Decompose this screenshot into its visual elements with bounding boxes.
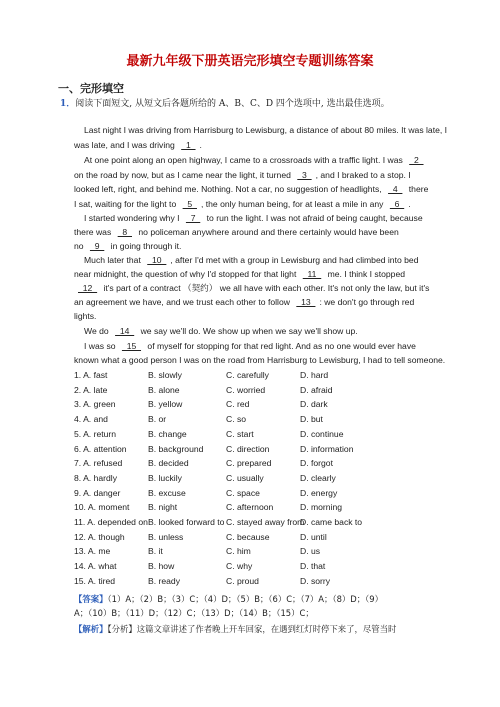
option-choice: B. change <box>148 428 187 439</box>
option-choice: D. afraid <box>300 384 333 395</box>
option-choice: 13. A. me <box>74 546 111 557</box>
passage-text: lights. <box>74 311 97 321</box>
passage-line <box>84 255 418 266</box>
option-choice: D. morning <box>300 502 343 513</box>
option-choice: B. excuse <box>148 487 186 498</box>
option-row <box>74 532 374 543</box>
answer-tag: 【答案】 <box>74 594 108 604</box>
option-choice: 14. A. what <box>74 561 117 572</box>
option-row <box>74 458 374 469</box>
option-choice: C. so <box>226 414 247 425</box>
passage-line <box>84 341 416 352</box>
passage-text: on the road by now, but as I came near the light, it turned <box>74 170 294 180</box>
option-choice: B. alone <box>148 384 180 395</box>
option-choice: C. usually <box>226 472 264 483</box>
blank-number: 3 <box>297 170 312 180</box>
passage-line <box>74 227 399 238</box>
section-heading: 一、完形填空 <box>58 82 124 95</box>
passage-text: was late, and I was driving <box>74 140 178 150</box>
passage-text: Much later that <box>84 255 144 265</box>
option-choice: B. luckily <box>148 472 182 483</box>
option-choice: C. afternoon <box>226 502 274 513</box>
passage-line <box>74 283 429 294</box>
option-choice: D. information <box>300 443 354 454</box>
option-choice: D. clearly <box>300 472 336 483</box>
option-choice: D. continue <box>300 428 344 439</box>
passage-text: near midnight, the question of why I'd stopped for that light <box>74 269 299 279</box>
option-row <box>74 399 374 410</box>
passage-text: We do <box>84 326 112 336</box>
option-choice: C. worried <box>226 384 266 395</box>
blank-number: 6 <box>389 199 405 209</box>
option-choice: D. forgot <box>300 458 333 469</box>
option-choice: C. why <box>226 561 253 572</box>
passage-line <box>74 241 181 252</box>
option-choice: C. proud <box>226 575 259 586</box>
option-choice: B. ready <box>148 575 181 586</box>
passage-text: , after I'd met with a group in Lewisburg and had climbed into bed <box>170 255 419 265</box>
option-choice: D. energy <box>300 487 338 498</box>
option-choice: 9. A. danger <box>74 487 121 498</box>
blank-number: 14 <box>115 326 135 336</box>
option-choice: 7. A. refused <box>74 458 123 469</box>
analysis-text: 【分析】这篇文章讲述了作者晚上开车回家，在遇到红灯时停下来了，尽管当时 <box>107 624 397 634</box>
option-choice: B. slowly <box>148 370 182 380</box>
option-row <box>74 546 374 557</box>
option-choice: D. until <box>300 531 327 542</box>
option-choice: 6. A. attention <box>74 443 127 454</box>
passage-line <box>74 184 428 195</box>
passage-line <box>84 125 447 136</box>
option-choice: D. us <box>300 546 321 557</box>
passage-line <box>84 326 358 337</box>
option-choice: 8. A. hardly <box>74 472 117 483</box>
option-choice: C. him <box>226 546 251 557</box>
option-choice: B. it <box>148 546 163 557</box>
passage-text: there was <box>74 227 114 237</box>
option-row <box>74 473 374 484</box>
blank-number: 11 <box>302 269 322 279</box>
option-choice: 12. A. though <box>74 531 125 542</box>
passage-line <box>74 297 414 308</box>
passage-text: no policeman anywhere around and there certainly would have been <box>136 227 399 237</box>
option-row <box>74 429 374 440</box>
passage-line <box>74 311 96 322</box>
option-choice: B. unless <box>148 531 184 542</box>
passage-text: looked left, right, and behind me. Nothing. Not a car, no suggestion of headlights, <box>74 184 385 194</box>
option-choice: B. how <box>148 561 175 572</box>
option-choice: C. space <box>226 487 260 498</box>
blank-number: 12 <box>78 283 98 293</box>
option-row <box>74 502 374 513</box>
answer-text-1: （1）A；（2）B；（3）C；（4）D；（5）B；（6）C；（7）A；（8）D；（9） <box>107 594 383 604</box>
option-choice: C. direction <box>226 443 270 454</box>
analysis-line <box>74 624 396 635</box>
passage-text: , the only human being, for at least a mile in any <box>200 199 386 209</box>
passage-text: , and I braked to a stop. I <box>315 170 411 180</box>
option-choice: D. but <box>300 414 323 425</box>
passage-text: in going through it. <box>108 241 182 251</box>
passage-line <box>74 355 445 366</box>
option-choice: 3. A. green <box>74 399 116 410</box>
passage-text: I was so <box>84 341 118 351</box>
blank-number: 13 <box>296 297 316 307</box>
option-choice: C. carefully <box>226 370 269 380</box>
blank-number: 15 <box>121 341 142 351</box>
passage-text: At one point along an open highway, I came to a crossroads with a traffic light. I was <box>84 155 406 165</box>
page-title: 最新九年级下册英语完形填空专题训练答案 <box>126 54 374 69</box>
option-row <box>74 488 374 499</box>
option-choice: D. hard <box>300 370 329 380</box>
blank-number: 8 <box>117 227 132 237</box>
passage-text: to run the light. I was not afraid of being caught, because <box>204 213 423 223</box>
answer-line-2: A；（10）B；（11）D；（12）C；（13）D；（14）B；（15）C； <box>74 608 314 618</box>
passage-text: me. I think I stopped <box>325 269 406 279</box>
blank-number: 2 <box>409 155 424 165</box>
option-choice: 1. A. fast <box>74 370 108 380</box>
passage-text: Last night I was driving from Harrisburg to Lewisburg, a distance of about 80 miles. It was late, I <box>84 125 448 135</box>
passage-text: there <box>406 184 429 194</box>
option-choice: C. red <box>226 399 250 410</box>
question-instruction <box>60 96 390 109</box>
passage-text: it's part of a contract （契约） we all have with each other. It's not only the law, but it's <box>101 283 430 293</box>
option-row <box>74 576 374 587</box>
passage-text: we say we'll do. We show up when we say we'll show up. <box>138 326 358 336</box>
passage-line <box>74 140 202 151</box>
analysis-tag: 【解析】 <box>74 624 108 634</box>
option-choice: B. background <box>148 443 204 454</box>
option-choice: 10. A. moment <box>74 502 130 513</box>
option-choice: C. start <box>226 428 254 439</box>
option-row <box>74 385 374 396</box>
passage-text: of myself for stopping for that red light. And as no one would ever have <box>145 341 416 351</box>
passage-text: known what a good person I was on the road from Harrisburg to Lewisburg, I had to tell someone. <box>74 355 446 365</box>
passage-text: no <box>74 241 86 251</box>
passage-text: . <box>408 199 411 209</box>
option-choice: 4. A. and <box>74 414 108 425</box>
passage-text: : we don't go through red <box>319 297 415 307</box>
option-row <box>74 370 374 381</box>
passage-text: . <box>199 140 202 150</box>
passage-line <box>74 269 405 280</box>
option-choice: B. night <box>148 502 178 513</box>
blank-number: 10 <box>147 255 167 265</box>
option-choice: C. because <box>226 531 270 542</box>
option-choice: 15. A. tired <box>74 575 116 586</box>
option-choice: B. yellow <box>148 399 183 410</box>
option-choice: D. that <box>300 561 326 572</box>
option-choice: B. looked forward to <box>148 517 225 527</box>
passage-line <box>84 213 423 224</box>
blank-number: 5 <box>182 199 197 209</box>
passage-line <box>84 155 428 166</box>
option-choice: 11. A. depended on <box>74 517 148 527</box>
instruction-text: 阅读下面短文, 从短文后各题所给的 A、B、C、D 四个选项中, 选出最佳选项。 <box>75 99 390 109</box>
blank-number: 4 <box>388 184 403 194</box>
option-choice: B. or <box>148 414 167 425</box>
question-number: 1． <box>60 99 76 109</box>
option-row <box>74 414 374 425</box>
passage-line <box>74 199 411 210</box>
passage-line <box>74 170 411 181</box>
option-row <box>74 517 374 528</box>
passage-text: I sat, waiting for the light to <box>74 199 179 209</box>
passage-text: I started wondering why I <box>84 213 182 223</box>
blank-number: 1 <box>181 140 196 150</box>
option-choice: C. stayed away from <box>226 517 305 527</box>
passage-text: an agreement we have, and we trust each other to follow <box>74 297 293 307</box>
option-choice: C. prepared <box>226 458 272 469</box>
option-row <box>74 561 374 572</box>
option-choice: D. dark <box>300 399 328 410</box>
option-choice: D. sorry <box>300 575 331 586</box>
option-choice: B. decided <box>148 458 189 469</box>
answer-line-1 <box>74 594 383 605</box>
blank-number: 9 <box>89 241 105 251</box>
option-choice: 5. A. return <box>74 428 117 439</box>
option-row <box>74 444 374 455</box>
option-choice: D. came back to <box>300 517 363 527</box>
option-choice: 2. A. late <box>74 384 108 395</box>
blank-number: 7 <box>185 213 201 223</box>
